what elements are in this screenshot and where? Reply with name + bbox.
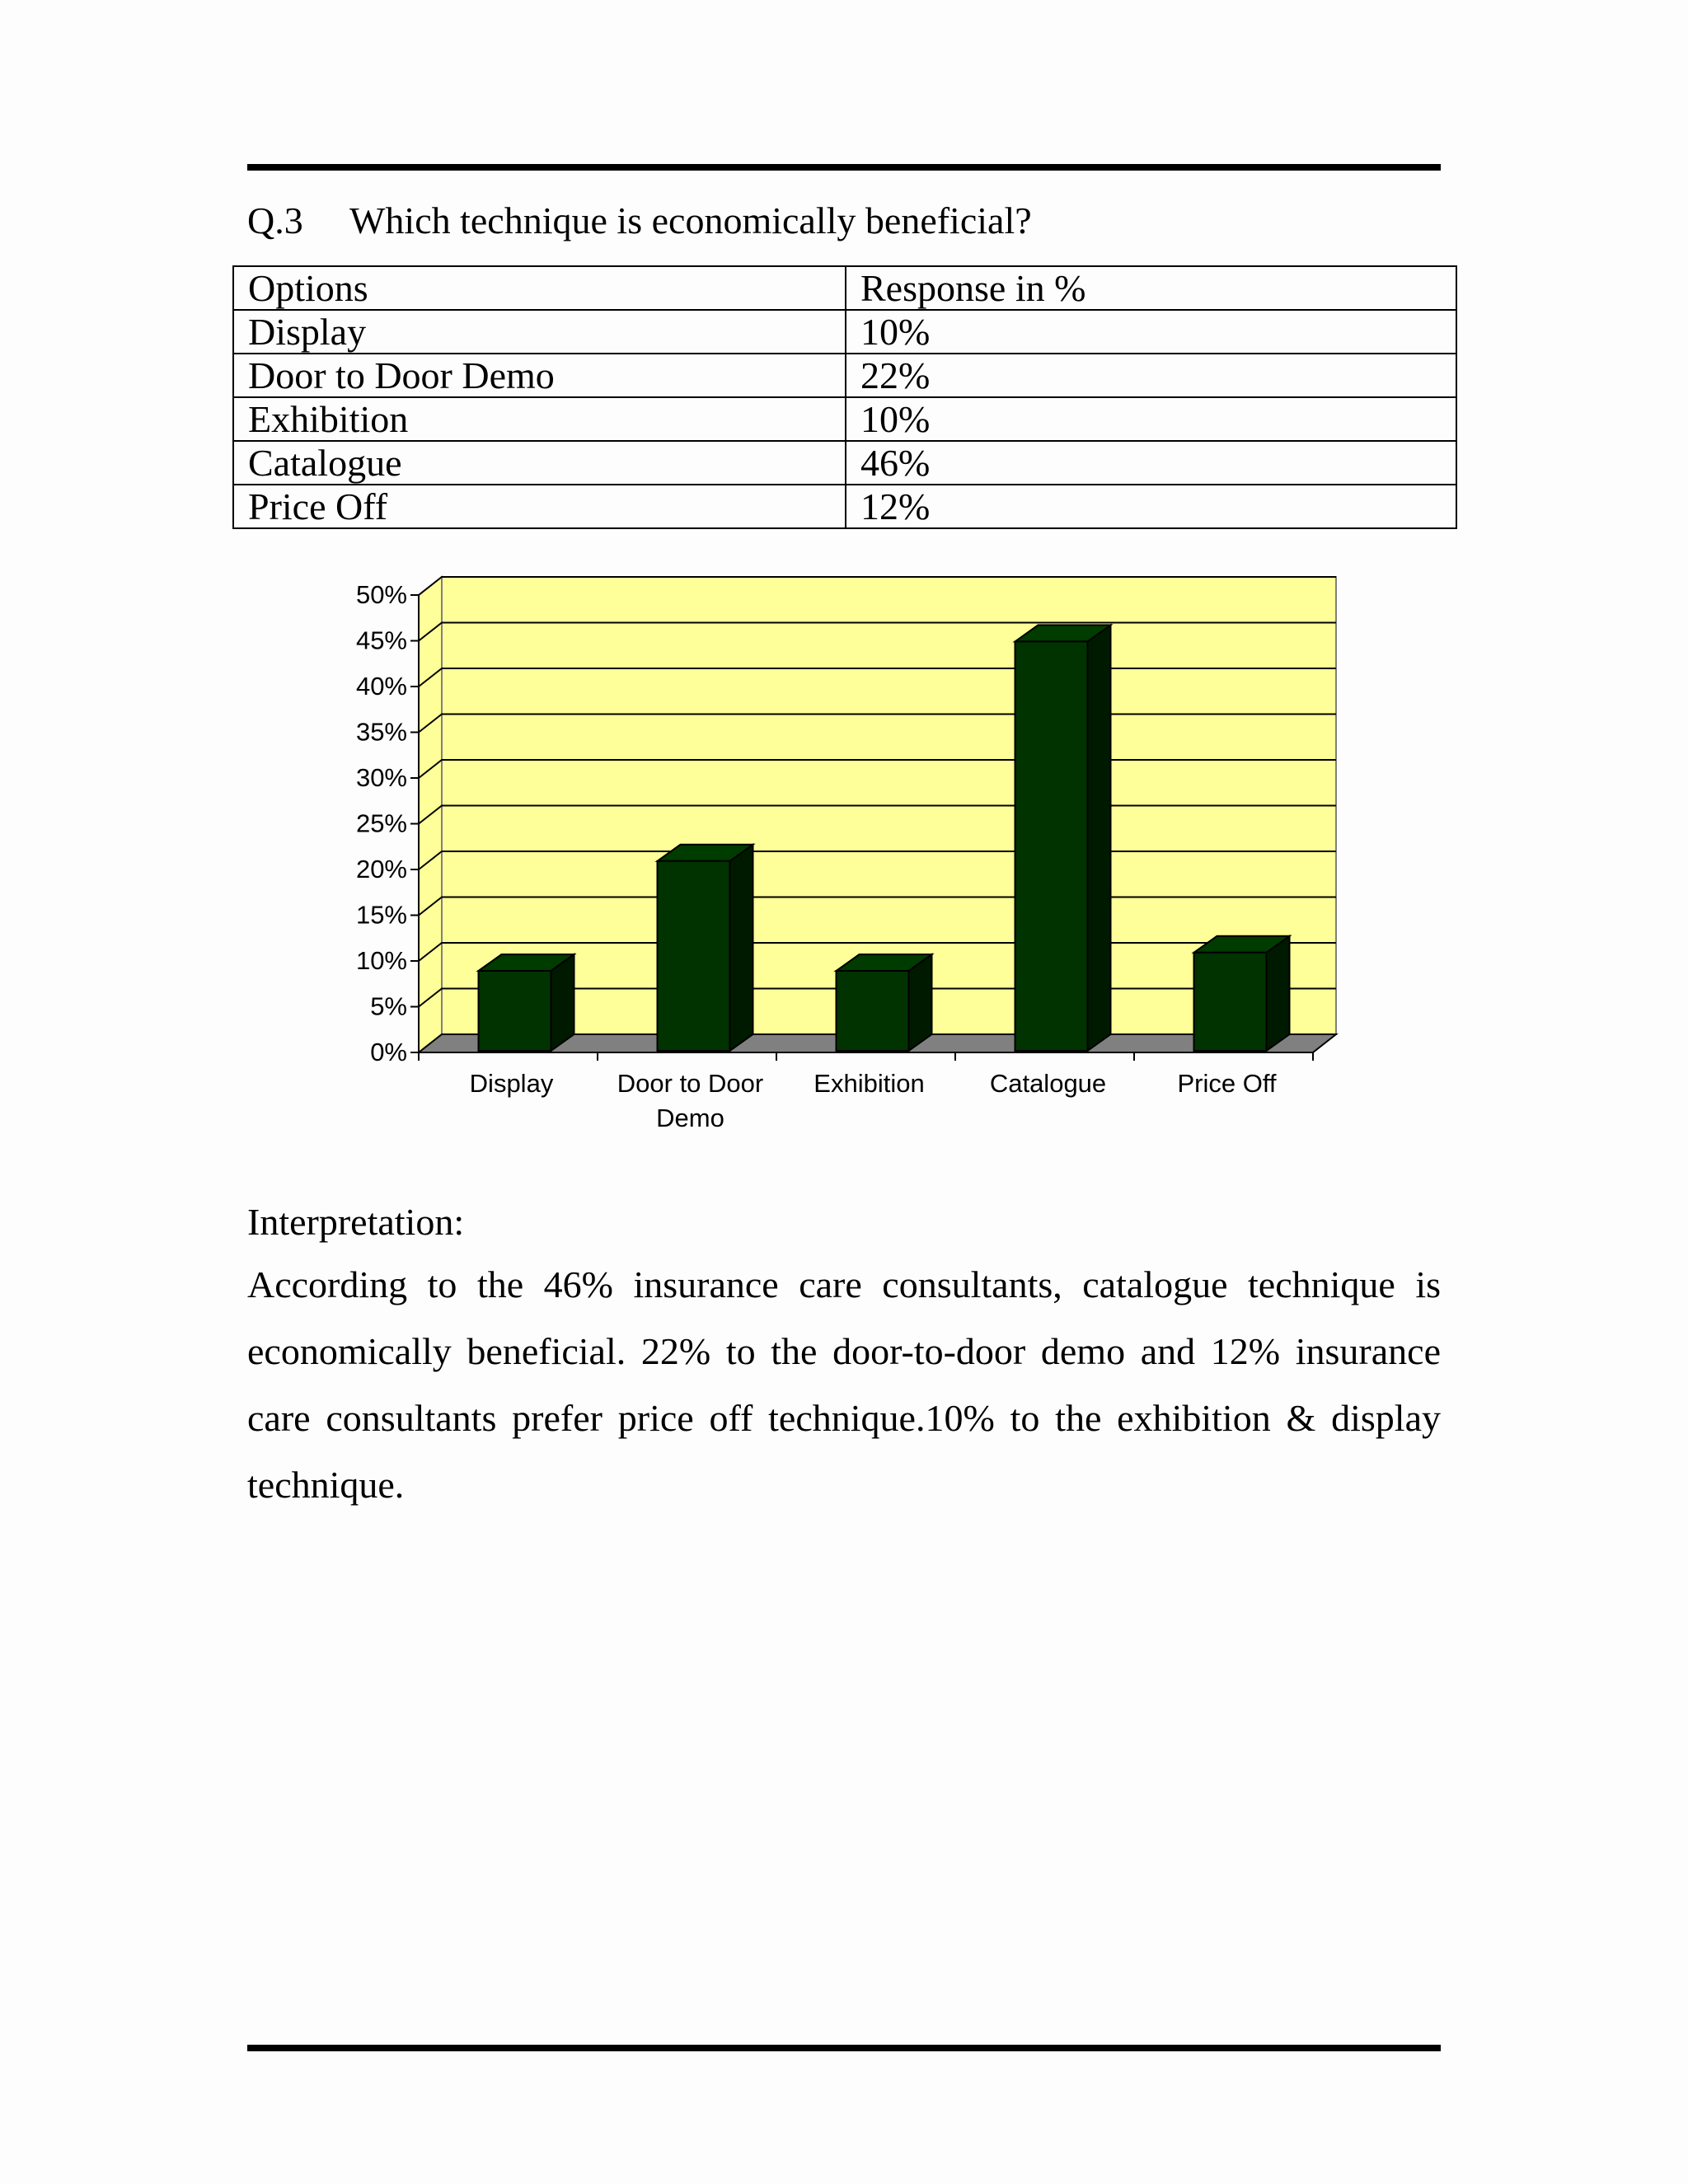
y-tick-label: 20% — [355, 855, 407, 883]
table-cell-response: 46% — [846, 441, 1456, 485]
y-tick-label: 0% — [370, 1038, 407, 1066]
y-tick-label: 5% — [370, 991, 407, 1021]
bar-exhibition — [837, 954, 932, 1051]
x-tick-label: Door to Door Demo — [617, 1069, 764, 1132]
bottom-rule — [247, 2045, 1441, 2051]
y-tick-label: 40% — [355, 672, 407, 701]
bar-side — [1267, 936, 1290, 1051]
y-tick-label: 25% — [355, 808, 407, 838]
y-tick-label: 15% — [355, 900, 407, 930]
y-tick-label: 10% — [355, 946, 407, 975]
question-number: Q.3 — [247, 199, 303, 241]
table-cell-option: Price Off — [233, 485, 846, 528]
bar — [479, 971, 551, 1051]
bar-catalogue — [1015, 625, 1111, 1051]
table-header-options: Options — [233, 266, 846, 310]
bar-side — [730, 845, 753, 1051]
x-tick-label: Catalogue — [989, 1069, 1107, 1098]
bar — [837, 971, 909, 1051]
y-tick-label: 50% — [355, 580, 407, 609]
table-cell-response: 22% — [846, 354, 1456, 397]
interpretation — [247, 1193, 1441, 1518]
interpretation-heading: Interpretation: — [247, 1201, 465, 1243]
bar — [658, 861, 730, 1051]
bar-display — [479, 954, 574, 1051]
x-tick-label: Display — [469, 1069, 554, 1098]
x-tick-label: Exhibition — [814, 1069, 925, 1098]
table-cell-response: 10% — [846, 397, 1456, 441]
bar — [1015, 641, 1088, 1051]
y-tick-label: 35% — [355, 717, 407, 747]
bar-price-off — [1194, 936, 1290, 1051]
table-cell-option: Exhibition — [233, 397, 846, 441]
table-cell-response: 12% — [846, 485, 1456, 528]
table-header-response: Response in % — [846, 266, 1456, 310]
bar-side — [1088, 625, 1111, 1051]
table-cell-option: Door to Door Demo — [233, 354, 846, 397]
table-cell-response: 10% — [846, 310, 1456, 354]
table-cell-option: Display — [233, 310, 846, 354]
bar-door-to-door-demo — [658, 845, 753, 1051]
x-tick-label: Price Off — [1177, 1069, 1277, 1098]
interpretation-body: According to the 46% insurance care consultants, catalogue technique is economically beneficial. 22% to the door-to-door demo and 12% insurance care consultants prefer price off technique.10% to the exhibition & display technique. — [247, 1263, 1441, 1506]
y-tick-label: 45% — [355, 626, 407, 655]
bar — [1194, 953, 1267, 1051]
question-text: Which technique is economically beneficial? — [349, 199, 1032, 241]
table-cell-option: Catalogue — [233, 441, 846, 485]
y-tick-label: 30% — [355, 763, 407, 792]
